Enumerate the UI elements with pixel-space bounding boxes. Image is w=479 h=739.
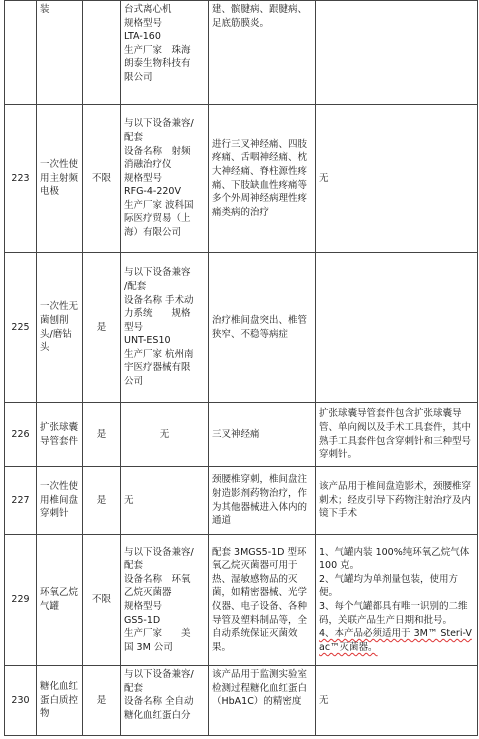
product-name: 一次性无菌刨削头/磨钻头 bbox=[37, 253, 83, 403]
device-line: 设备名称 射频 bbox=[124, 145, 191, 157]
remarks bbox=[316, 1, 478, 105]
device-line: 际医疗贸易（上 bbox=[124, 213, 191, 225]
intended-use: 该产品用于监测实验室检测过程糖化血红蛋白（HbA1C）的精密度 bbox=[209, 666, 316, 736]
compatible-device bbox=[121, 666, 209, 736]
device-line: 生产厂家 杭州南 bbox=[124, 348, 194, 360]
device-line: 乙烷灭菌器 bbox=[124, 587, 172, 599]
device-line: 规格型号 bbox=[124, 172, 163, 184]
remarks: 无 bbox=[316, 666, 478, 736]
imported-flag bbox=[83, 1, 121, 105]
remark-line: 4、本产品必须适用于 3M™ Steri-Vac™灭菌器。 bbox=[319, 628, 472, 653]
device-line: 宇医疗器械有限 bbox=[124, 362, 191, 374]
device-line: LTA-160 bbox=[124, 31, 161, 43]
device-line: 无 bbox=[124, 494, 134, 506]
device-line: 与以下设备兼容 bbox=[124, 267, 191, 279]
product-table bbox=[4, 0, 478, 736]
intended-use: 颈腰椎穿刺，椎间盘注射造影剂药物治疗，作为其他器械进入体内的通道 bbox=[209, 467, 316, 535]
device-line: 无 bbox=[159, 428, 170, 440]
table-row bbox=[5, 253, 478, 403]
device-line: RFG-4-220V bbox=[124, 186, 181, 198]
device-line: 型号 bbox=[124, 321, 144, 333]
compatible-device bbox=[121, 1, 209, 105]
device-line: 生产厂家 美 bbox=[124, 628, 191, 640]
device-line: 与以下设备兼容/ bbox=[124, 118, 194, 130]
imported-flag: 是 bbox=[83, 403, 121, 467]
device-line: /配套 bbox=[124, 280, 147, 292]
row-number: 229 bbox=[5, 535, 37, 666]
device-line: 海）有限公司 bbox=[124, 227, 182, 239]
product-name: 一次性使用主射频电极 bbox=[37, 105, 83, 253]
compatible-device bbox=[121, 467, 209, 535]
table-row bbox=[5, 105, 478, 253]
remarks: 该产品用于椎间盘造影术，颈腰椎穿刺术；经皮引导下药物注射治疗及内镜下手术 bbox=[316, 467, 478, 535]
table-row bbox=[5, 1, 478, 105]
remark-line: 2、气罐均为单剂量包装，使用方便。 bbox=[319, 573, 459, 599]
device-line: 限公司 bbox=[124, 71, 153, 83]
device-line: 配套 bbox=[124, 131, 144, 143]
compatible-device bbox=[121, 253, 209, 403]
row-number bbox=[5, 1, 37, 105]
product-name: 装 bbox=[37, 1, 83, 105]
device-line: 设备名称 全自动 bbox=[124, 696, 194, 708]
imported-flag: 是 bbox=[83, 253, 121, 403]
remarks: 扩张球囊导管套件包含扩张球囊导管、单向阀以及手术工具套件，其中熟手工具套件包含穿刺针和三种型号穿刺针。 bbox=[316, 403, 478, 467]
device-line: 与以下设备兼容/ bbox=[124, 669, 194, 680]
compatible-device bbox=[121, 105, 209, 253]
row-number: 225 bbox=[5, 253, 37, 403]
device-line: 糖化血红蛋白分 bbox=[124, 709, 191, 721]
intended-use: 治疗椎间盘突出、椎管狭窄、不稳等病症 bbox=[209, 253, 316, 403]
imported-flag: 不限 bbox=[83, 535, 121, 666]
imported-flag: 是 bbox=[83, 467, 121, 535]
remark-line: 1、气罐内装 100%纯环氧乙烷气体 100 克。 bbox=[319, 546, 470, 572]
product-name: 一次性使用椎间盘穿刺针 bbox=[37, 467, 83, 535]
remark-line: 3、每个气罐都具有唯一识别的二维码，关联产品生产日期和批号。 bbox=[319, 601, 468, 626]
device-line: 与以下设备兼容/ bbox=[124, 546, 194, 558]
remarks bbox=[316, 253, 478, 403]
intended-use: 进行三叉神经痛、四肢疼痛、舌咽神经痛、枕大神经痛、脊柱源性疼痛、下肢缺血性疼痛等多个外周神经病理性疼痛类病的治疗 bbox=[209, 105, 316, 253]
device-line: 消融治疗仪 bbox=[124, 159, 172, 171]
device-line: UNT-ES10 bbox=[124, 335, 171, 347]
intended-use: 三叉神经痛 bbox=[209, 403, 316, 467]
table-row bbox=[5, 403, 478, 467]
row-number: 223 bbox=[5, 105, 37, 253]
remarks bbox=[316, 535, 478, 666]
device-line: 台式离心机 bbox=[124, 4, 172, 15]
device-line: 国 3M 公司 bbox=[124, 641, 173, 653]
product-name: 扩张球囊导管套件 bbox=[37, 403, 83, 467]
intended-use: 建、髌腱病、跟腱病、足底筋膜炎。 bbox=[209, 1, 316, 105]
product-name: 环氧乙烷气罐 bbox=[37, 535, 83, 666]
device-line: 力系统 规格 bbox=[124, 308, 191, 320]
device-line: GS5-1D bbox=[124, 614, 161, 626]
product-name: 糖化血红蛋白质控物 bbox=[37, 666, 83, 736]
device-line: 规格型号 bbox=[124, 601, 163, 612]
remarks: 无 bbox=[316, 105, 478, 253]
device-line: 配套 bbox=[124, 560, 144, 572]
table-row bbox=[5, 467, 478, 535]
row-number: 227 bbox=[5, 467, 37, 535]
row-number: 230 bbox=[5, 666, 37, 736]
device-line: 规格型号 bbox=[124, 17, 163, 29]
compatible-device bbox=[121, 535, 209, 666]
imported-flag: 是 bbox=[83, 666, 121, 736]
row-number: 226 bbox=[5, 403, 37, 467]
device-line: 朗泰生物科技有 bbox=[124, 58, 191, 70]
device-line: 生产厂家 波科国 bbox=[124, 199, 194, 211]
intended-use: 配套 3MGS5-1D 型环氧乙烷灭菌器可用于热、湿敏感物品的灭菌，如精密器械、光学仪器、电子设备、各种导管及塑料制品等，全自动系统保证灭菌效果。 bbox=[209, 535, 316, 666]
device-line: 设备名称 手术动 bbox=[124, 294, 194, 306]
device-line: 配套 bbox=[124, 682, 144, 694]
table-row bbox=[5, 666, 478, 736]
device-line: 设备名称 环氧 bbox=[124, 573, 191, 585]
imported-flag: 不限 bbox=[83, 105, 121, 253]
compatible-device bbox=[121, 403, 209, 467]
device-line: 公司 bbox=[124, 376, 144, 388]
table-row bbox=[5, 535, 478, 666]
device-line: 生产厂家 珠海 bbox=[124, 44, 191, 56]
